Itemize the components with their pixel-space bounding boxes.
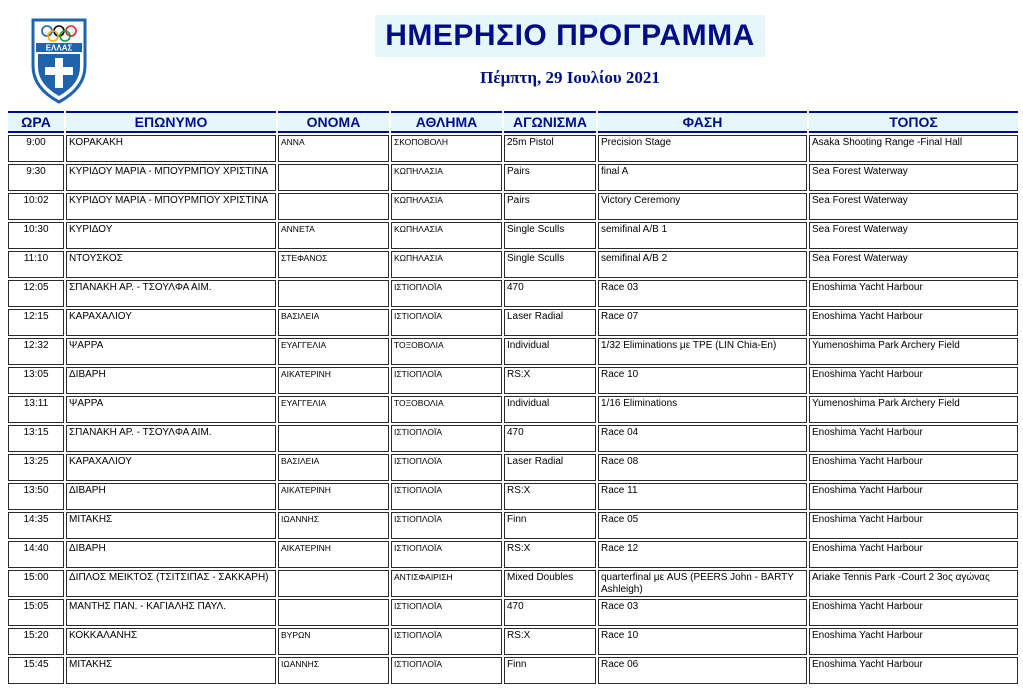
cell-surname: ΔΙΒΑΡΗ: [66, 541, 276, 568]
cell-name: [278, 280, 389, 307]
cell-surname: ΚΑΡΑΧΑΛΙΟΥ: [66, 309, 276, 336]
cell-phase: semifinal A/B 2: [598, 251, 807, 278]
cell-surname: ΜΙΤΑΚΗΣ: [66, 512, 276, 539]
page-title: ΗΜΕΡΗΣΙΟ ΠΡΟΓΡΑΜΜΑ: [385, 19, 755, 52]
cell-surname: ΣΠΑΝΑΚΗ ΑΡ. - ΤΣΟΥΛΦΑ ΑΙΜ.: [66, 425, 276, 452]
column-header-phase: ΦΑΣΗ: [598, 111, 807, 133]
cell-surname: ΝΤΟΥΣΚΟΣ: [66, 251, 276, 278]
table-row: [8, 512, 1018, 539]
cell-name: [278, 193, 389, 220]
cell-time: 13:05: [8, 367, 64, 394]
cell-venue: Enoshima Yacht Harbour: [809, 280, 1018, 307]
cell-time: 13:11: [8, 396, 64, 423]
cell-sport: ΚΩΠΗΛΑΣΙΑ: [391, 251, 502, 278]
column-header-sport: ΑΘΛΗΜΑ: [391, 111, 502, 133]
cell-sport: ΙΣΤΙΟΠΛΟΪΑ: [391, 483, 502, 510]
cell-event: Finn: [504, 657, 596, 684]
cell-event: Individual: [504, 396, 596, 423]
cell-phase: 1/32 Eliminations με TPE (LIN Chia-En): [598, 338, 807, 365]
cell-event: RS:X: [504, 483, 596, 510]
cell-name: [278, 599, 389, 626]
cell-surname: ΚΥΡΙΔΟΥ ΜΑΡΙΑ - ΜΠΟΥΡΜΠΟΥ ΧΡΙΣΤΙΝΑ: [66, 193, 276, 220]
cell-venue: Sea Forest Waterway: [809, 222, 1018, 249]
cell-phase: Race 12: [598, 541, 807, 568]
table-row: [8, 599, 1018, 626]
column-header-time: ΩΡΑ: [8, 111, 64, 133]
schedule-table: [6, 109, 1020, 686]
cell-name: ΑΝΝΕΤΑ: [278, 222, 389, 249]
cell-event: Individual: [504, 338, 596, 365]
cell-surname: ΚΥΡΙΔΟΥ: [66, 222, 276, 249]
column-header-venue: ΤΟΠΟΣ: [809, 111, 1018, 133]
cell-surname: ΨΑΡΡΑ: [66, 396, 276, 423]
cell-time: 13:15: [8, 425, 64, 452]
cell-event: RS:X: [504, 367, 596, 394]
cell-time: 13:25: [8, 454, 64, 481]
cell-phase: quarterfinal με AUS (PEERS John - BARTY Ashleigh): [598, 570, 807, 597]
table-row: [8, 251, 1018, 278]
cell-name: ΒΥΡΩΝ: [278, 628, 389, 655]
cell-name: ΙΩΑΝΝΗΣ: [278, 657, 389, 684]
cell-name: ΕΥΑΓΓΕΛΙΑ: [278, 338, 389, 365]
cell-phase: Race 06: [598, 657, 807, 684]
cell-venue: Yumenoshima Park Archery Field: [809, 338, 1018, 365]
cell-venue: Enoshima Yacht Harbour: [809, 599, 1018, 626]
cell-phase: Race 10: [598, 628, 807, 655]
cell-sport: ΙΣΤΙΟΠΛΟΪΑ: [391, 512, 502, 539]
cell-event: Pairs: [504, 193, 596, 220]
cell-time: 12:32: [8, 338, 64, 365]
table-row: [8, 541, 1018, 568]
cell-phase: Race 05: [598, 512, 807, 539]
cell-venue: Sea Forest Waterway: [809, 164, 1018, 191]
table-row: [8, 164, 1018, 191]
cell-event: 470: [504, 599, 596, 626]
cell-sport: ΚΩΠΗΛΑΣΙΑ: [391, 193, 502, 220]
cell-sport: ΙΣΤΙΟΠΛΟΪΑ: [391, 454, 502, 481]
cell-venue: Enoshima Yacht Harbour: [809, 628, 1018, 655]
table-row: [8, 193, 1018, 220]
cell-venue: Enoshima Yacht Harbour: [809, 454, 1018, 481]
cell-event: Laser Radial: [504, 454, 596, 481]
schedule-body: [8, 135, 1018, 684]
cell-time: 9:00: [8, 135, 64, 162]
cell-venue: Enoshima Yacht Harbour: [809, 512, 1018, 539]
cell-time: 15:00: [8, 570, 64, 597]
cell-sport: ΤΟΞΟΒΟΛΙΑ: [391, 396, 502, 423]
cell-name: ΣΤΕΦΑΝΟΣ: [278, 251, 389, 278]
cell-event: Finn: [504, 512, 596, 539]
table-row: [8, 483, 1018, 510]
cell-phase: Race 04: [598, 425, 807, 452]
cell-time: 12:15: [8, 309, 64, 336]
table-header-row: [8, 111, 1018, 133]
cell-venue: Enoshima Yacht Harbour: [809, 367, 1018, 394]
cell-sport: ΙΣΤΙΟΠΛΟΪΑ: [391, 541, 502, 568]
table-row: [8, 135, 1018, 162]
table-row: [8, 338, 1018, 365]
cell-sport: ΙΣΤΙΟΠΛΟΪΑ: [391, 657, 502, 684]
cell-time: 15:45: [8, 657, 64, 684]
cell-event: RS:X: [504, 628, 596, 655]
cell-phase: Race 08: [598, 454, 807, 481]
cell-time: 11:10: [8, 251, 64, 278]
cell-time: 15:05: [8, 599, 64, 626]
table-row: [8, 454, 1018, 481]
cell-name: ΕΥΑΓΓΕΛΙΑ: [278, 396, 389, 423]
cell-time: 10:02: [8, 193, 64, 220]
table-row: [8, 425, 1018, 452]
cell-name: ΙΩΑΝΝΗΣ: [278, 512, 389, 539]
cell-sport: ΚΩΠΗΛΑΣΙΑ: [391, 222, 502, 249]
cell-name: ΑΝΝΑ: [278, 135, 389, 162]
cell-phase: semifinal A/B 1: [598, 222, 807, 249]
cell-phase: Race 11: [598, 483, 807, 510]
cell-event: Single Sculls: [504, 251, 596, 278]
cell-surname: ΣΠΑΝΑΚΗ ΑΡ. - ΤΣΟΥΛΦΑ ΑΙΜ.: [66, 280, 276, 307]
cell-sport: ΙΣΤΙΟΠΛΟΪΑ: [391, 628, 502, 655]
cell-phase: Race 03: [598, 280, 807, 307]
table-row: [8, 628, 1018, 655]
cell-venue: Enoshima Yacht Harbour: [809, 483, 1018, 510]
cell-phase: Precision Stage: [598, 135, 807, 162]
table-row: [8, 367, 1018, 394]
cell-name: ΑΙΚΑΤΕΡΙΝΗ: [278, 541, 389, 568]
table-row: [8, 280, 1018, 307]
cell-surname: ΔΙΒΑΡΗ: [66, 483, 276, 510]
cell-sport: ΤΟΞΟΒΟΛΙΑ: [391, 338, 502, 365]
cell-sport: ΣΚΟΠΟΒΟΛΗ: [391, 135, 502, 162]
table-row: [8, 396, 1018, 423]
cell-surname: ΜΑΝΤΗΣ ΠΑΝ. - ΚΑΓΙΑΛΗΣ ΠΑΥΛ.: [66, 599, 276, 626]
cell-time: 13:50: [8, 483, 64, 510]
cell-venue: Asaka Shooting Range -Final Hall: [809, 135, 1018, 162]
table-row: [8, 309, 1018, 336]
cell-time: 14:40: [8, 541, 64, 568]
logo-text: ΕΛΛΑΣ: [45, 43, 73, 53]
cell-event: Single Sculls: [504, 222, 596, 249]
cell-surname: ΚΥΡΙΔΟΥ ΜΑΡΙΑ - ΜΠΟΥΡΜΠΟΥ ΧΡΙΣΤΙΝΑ: [66, 164, 276, 191]
cell-event: 470: [504, 280, 596, 307]
cell-phase: Race 10: [598, 367, 807, 394]
cell-surname: ΨΑΡΡΑ: [66, 338, 276, 365]
cell-time: 10:30: [8, 222, 64, 249]
cell-sport: ΙΣΤΙΟΠΛΟΪΑ: [391, 367, 502, 394]
cell-phase: 1/16 Eliminations: [598, 396, 807, 423]
cell-phase: Victory Ceremony: [598, 193, 807, 220]
cell-name: ΒΑΣΙΛΕΙΑ: [278, 309, 389, 336]
cell-event: 25m Pistol: [504, 135, 596, 162]
cell-sport: ΙΣΤΙΟΠΛΟΪΑ: [391, 425, 502, 452]
cell-event: Laser Radial: [504, 309, 596, 336]
column-header-surname: ΕΠΩΝΥΜΟ: [66, 111, 276, 133]
cell-venue: Enoshima Yacht Harbour: [809, 309, 1018, 336]
cell-venue: Sea Forest Waterway: [809, 251, 1018, 278]
cell-surname: ΚΟΡΑΚΑΚΗ: [66, 135, 276, 162]
cell-sport: ΙΣΤΙΟΠΛΟΪΑ: [391, 309, 502, 336]
cell-surname: ΔΙΠΛΟΣ ΜΕΙΚΤΟΣ (ΤΣΙΤΣΙΠΑΣ - ΣΑΚΚΑΡΗ): [66, 570, 276, 597]
cell-time: 9:30: [8, 164, 64, 191]
cell-name: ΒΑΣΙΛΕΙΑ: [278, 454, 389, 481]
cell-name: ΑΙΚΑΤΕΡΙΝΗ: [278, 483, 389, 510]
table-row: [8, 570, 1018, 597]
cell-name: [278, 570, 389, 597]
cell-sport: ΚΩΠΗΛΑΣΙΑ: [391, 164, 502, 191]
cell-phase: Race 03: [598, 599, 807, 626]
cell-sport: ΑΝΤΙΣΦΑΙΡΙΣΗ: [391, 570, 502, 597]
hellenic-olympic-logo: [30, 14, 88, 104]
cell-venue: Enoshima Yacht Harbour: [809, 657, 1018, 684]
cell-time: 14:35: [8, 512, 64, 539]
cell-venue: Sea Forest Waterway: [809, 193, 1018, 220]
cell-event: RS:X: [504, 541, 596, 568]
page-subtitle-date: Πέμπτη, 29 Ιουλίου 2021: [480, 68, 660, 87]
cell-sport: ΙΣΤΙΟΠΛΟΪΑ: [391, 599, 502, 626]
cell-phase: Race 07: [598, 309, 807, 336]
cell-venue: Ariake Tennis Park -Court 2 3ος αγώνας: [809, 570, 1018, 597]
cell-event: 470: [504, 425, 596, 452]
title-banner: [375, 15, 765, 57]
cell-surname: ΜΙΤΑΚΗΣ: [66, 657, 276, 684]
cell-surname: ΚΑΡΑΧΑΛΙΟΥ: [66, 454, 276, 481]
cell-time: 12:05: [8, 280, 64, 307]
cell-event: Mixed Doubles: [504, 570, 596, 597]
cell-event: Pairs: [504, 164, 596, 191]
cell-time: 15:20: [8, 628, 64, 655]
cell-venue: Enoshima Yacht Harbour: [809, 425, 1018, 452]
cell-surname: ΚΟΚΚΑΛΑΝΗΣ: [66, 628, 276, 655]
cell-surname: ΔΙΒΑΡΗ: [66, 367, 276, 394]
cell-sport: ΙΣΤΙΟΠΛΟΪΑ: [391, 280, 502, 307]
cell-phase: final A: [598, 164, 807, 191]
cell-name: [278, 164, 389, 191]
cell-name: [278, 425, 389, 452]
cell-venue: Yumenoshima Park Archery Field: [809, 396, 1018, 423]
table-row: [8, 222, 1018, 249]
cell-venue: Enoshima Yacht Harbour: [809, 541, 1018, 568]
cell-name: ΑΙΚΑΤΕΡΙΝΗ: [278, 367, 389, 394]
table-row: [8, 657, 1018, 684]
column-header-event: ΑΓΩΝΙΣΜΑ: [504, 111, 596, 133]
column-header-name: ΟΝΟΜΑ: [278, 111, 389, 133]
